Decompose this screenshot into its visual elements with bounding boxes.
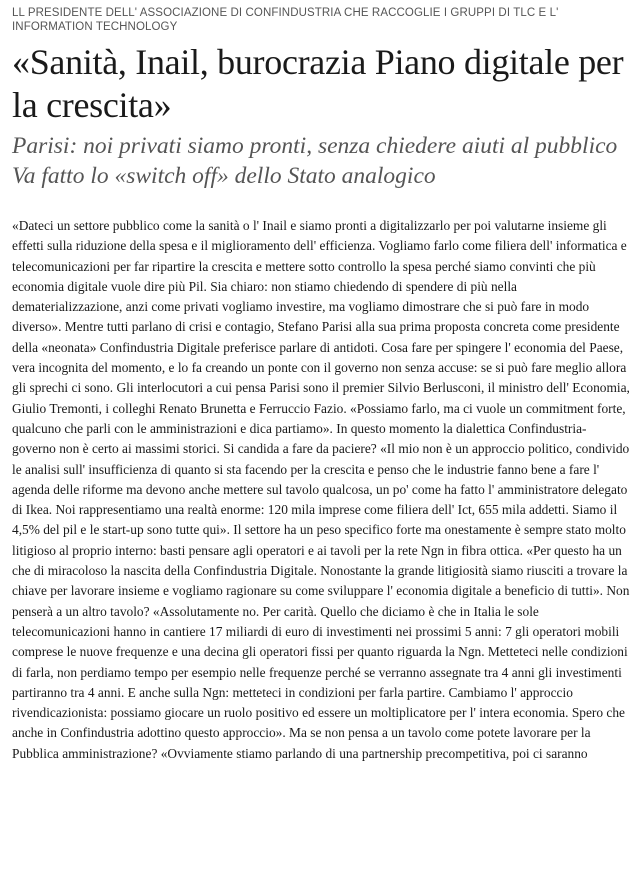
- article: [12, 0, 632, 764]
- article-subheadline: Parisi: noi privati siamo pronti, senza chiedere aiuti al pubblico Va fatto lo «switch off» dello Stato analogico: [12, 133, 618, 189]
- article-kicker: LL PRESIDENTE DELL' ASSOCIAZIONE DI CONFINDUSTRIA CHE RACCOGLIE I GRUPPI DI TLC E L' INFORMATION TECHNOLOGY: [12, 7, 559, 33]
- article-headline: «Sanità, Inail, burocrazia Piano digitale per la crescita»: [12, 42, 624, 125]
- article-body: «Dateci un settore pubblico come la sanità o l' Inail e siamo pronti a digitalizzarlo per poi valutarne insieme gli effetti sulla riduzione della spesa e il miglioramento dell' efficienza. Vogliamo farlo come filiera dell' informatica e telecomunicazioni per far ripartire la crescita e mettere sotto controllo la spesa perché siamo convinti che più economia digitale vuole dire più Pil. Sia chiaro: non stiamo chiedendo di spendere di più nella dematerializzazione, anzi come privati vogliamo investire, ma vogliamo dimostrare che si può fare in modo diverso». Mentre tutti parlano di crisi e contagio, Stefano Parisi alla sua prima proposta concreta come presidente della «neonata» Confindustria Digitale preferisce parlare di antidoti. Cosa fare per spingere l' economia del Paese, vera incognita del momento, e lo fa creando un ponte con il governo non senza accuse: se si può fare meglio allora gli sprechi ci sono. Gli interlocutori a cui pensa Parisi sono il premier Silvio Berlusconi, il ministro dell' Economia, Giulio Tremonti, i colleghi Renato Brunetta e Ferruccio Fazio. «Possiamo farlo, ma ci vuole un commitment forte, qualcuno che parli con le amministrazioni e dica partiamo». In questo momento la dialettica Confindustria-governo non è certo ai massimi storici. Si candida a fare da paciere? «Il mio non è un approccio politico, condivido le analisi sull' insufficienza di quanto si sta facendo per la crescita e penso che le industrie fanno bene a fare l' agenda delle riforme ma devono anche mettere sul tavolo qualcosa, un po' come ha fatto l' amministratore delegato di Ikea. Noi rappresentiamo una realtà enorme: 120 mila imprese come filiera dell' Ict, 655 mila addetti. Siamo il 4,5% del pil e le start-up sono tutte qui». Il settore ha un peso specifico forte ma onestamente è sempre stato molto litigioso al proprio interno: basti pensare agli operatori e ai tavoli per la rete Ngn in fibra ottica. «Per questo ha un che di miracoloso la nascita della Confindustria Digitale. Nonostante la grande litigiosità siamo riusciti a trovare la chiave per lavorare insieme e vogliamo ragionare su come sviluppare l' economia digitale a beneficio di tutti». Non penserà a un altro tavolo? «Assolutamente no. Per carità. Quello che diciamo è che in Italia le sole telecomunicazioni hanno in cantiere 17 miliardi di euro di investimenti nei prossimi 5 anni: 7 gli operatori mobili comprese le nuove frequenze e una decina gli operatori fissi per quanto riguarda la Ngn. Metteteci nelle condizioni di farla, non perdiamo tempo per esempio nelle frequenze perché se verranno assegnate tra 4 anni gli investimenti partiranno tra 4 anni. E anche sulla Ngn: metteteci in condizioni per farla partire. Cambiamo l' approccio rivendicazionista: possiamo giocare un ruolo positivo ed essere un moltiplicatore per l' intera economia. Spero che anche in Confindustria adottino questo approccio». Ma se non pensa a un tavolo come potete lavorare per la Pubblica amministrazione? «Ovviamente stiamo parlando di una partnership precompetitiva, poi ci saranno: [12, 218, 630, 761]
